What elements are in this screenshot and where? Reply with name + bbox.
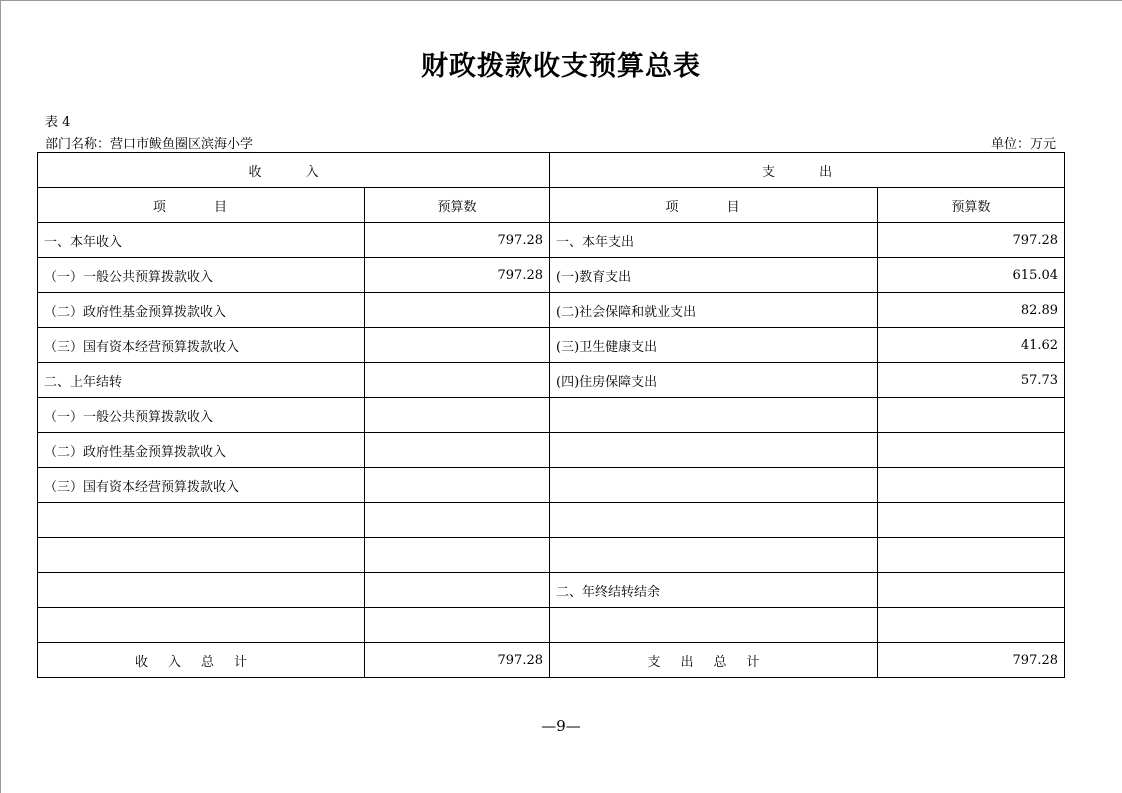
page-border-left — [0, 0, 1, 793]
expense-value-cell — [878, 433, 1065, 468]
table-row — [38, 468, 1065, 503]
income-value-cell — [365, 433, 550, 468]
expense-item-cell — [550, 398, 878, 433]
table-row — [38, 608, 1065, 643]
expense-budget-header: 预算数 — [878, 188, 1065, 223]
table-row — [38, 538, 1065, 573]
table-row — [38, 433, 1065, 468]
expense-section-header: 支 出 — [550, 153, 1065, 188]
expense-value-cell — [878, 573, 1065, 608]
income-item-cell — [38, 538, 365, 573]
income-item-cell: （三）国有资本经营预算拨款收入 — [38, 468, 365, 503]
header-row-sections — [38, 153, 1065, 188]
income-item-cell: 二、上年结转 — [38, 363, 365, 398]
expense-value-cell — [878, 608, 1065, 643]
expense-total-value: 797.28 — [878, 643, 1065, 678]
expense-item-cell — [550, 538, 878, 573]
income-value-cell — [365, 328, 550, 363]
expense-value-cell: 797.28 — [878, 223, 1065, 258]
expense-item-cell — [550, 468, 878, 503]
page-number: —9— — [541, 717, 581, 735]
income-total-label: 收入总计 — [38, 643, 365, 678]
income-item-cell: （二）政府性基金预算拨款收入 — [38, 293, 365, 328]
expense-value-cell: 57.73 — [878, 363, 1065, 398]
expense-item-cell — [550, 608, 878, 643]
income-value-cell — [365, 538, 550, 573]
table-row — [38, 573, 1065, 608]
table-row — [38, 398, 1065, 433]
expense-value-cell — [878, 468, 1065, 503]
income-item-cell: （一）一般公共预算拨款收入 — [38, 398, 365, 433]
income-section-header: 收 入 — [38, 153, 550, 188]
income-item-cell — [38, 573, 365, 608]
unit-label: 单位：万元 — [990, 137, 1056, 152]
income-item-cell: 一、本年收入 — [38, 223, 365, 258]
income-total-value: 797.28 — [365, 643, 550, 678]
income-item-cell — [38, 608, 365, 643]
income-value-cell — [365, 503, 550, 538]
expense-total-label: 支出总计 — [550, 643, 878, 678]
income-item-cell: （二）政府性基金预算拨款收入 — [38, 433, 365, 468]
expense-value-cell — [878, 503, 1065, 538]
header-row-columns — [38, 188, 1065, 223]
table-row — [38, 293, 1065, 328]
table-row — [38, 363, 1065, 398]
table-row — [38, 503, 1065, 538]
expense-item-header: 项 目 — [550, 188, 878, 223]
income-value-cell — [365, 608, 550, 643]
page-title: 财政拨款收支预算总表 — [421, 51, 701, 82]
expense-value-cell: 41.62 — [878, 328, 1065, 363]
table-row — [38, 223, 1065, 258]
income-item-header: 项 目 — [38, 188, 365, 223]
income-budget-header: 预算数 — [365, 188, 550, 223]
totals-row — [38, 643, 1065, 678]
income-value-cell: 797.28 — [365, 223, 550, 258]
income-value-cell — [365, 293, 550, 328]
expense-value-cell — [878, 538, 1065, 573]
department-name: 部门名称：营口市鲅鱼圈区滨海小学 — [45, 137, 254, 152]
table-row — [38, 328, 1065, 363]
expense-item-cell: (二)社会保障和就业支出 — [550, 293, 878, 328]
expense-item-cell — [550, 503, 878, 538]
expense-value-cell: 82.89 — [878, 293, 1065, 328]
income-item-cell — [38, 503, 365, 538]
income-value-cell — [365, 573, 550, 608]
income-value-cell — [365, 398, 550, 433]
expense-item-cell: (四)住房保障支出 — [550, 363, 878, 398]
income-value-cell: 797.28 — [365, 258, 550, 293]
income-item-cell: （一）一般公共预算拨款收入 — [38, 258, 365, 293]
income-value-cell — [365, 363, 550, 398]
expense-item-cell: 一、本年支出 — [550, 223, 878, 258]
income-item-cell: （三）国有资本经营预算拨款收入 — [38, 328, 365, 363]
income-value-cell — [365, 468, 550, 503]
expense-item-cell: (三)卫生健康支出 — [550, 328, 878, 363]
expense-item-cell: (一)教育支出 — [550, 258, 878, 293]
expense-value-cell — [878, 398, 1065, 433]
page-border-top — [0, 0, 1122, 1]
expense-item-cell — [550, 433, 878, 468]
expense-value-cell: 615.04 — [878, 258, 1065, 293]
budget-table — [37, 152, 1065, 678]
expense-item-cell: 二、年终结转结余 — [550, 573, 878, 608]
table-number: 表 4 — [45, 115, 71, 130]
table-row — [38, 258, 1065, 293]
